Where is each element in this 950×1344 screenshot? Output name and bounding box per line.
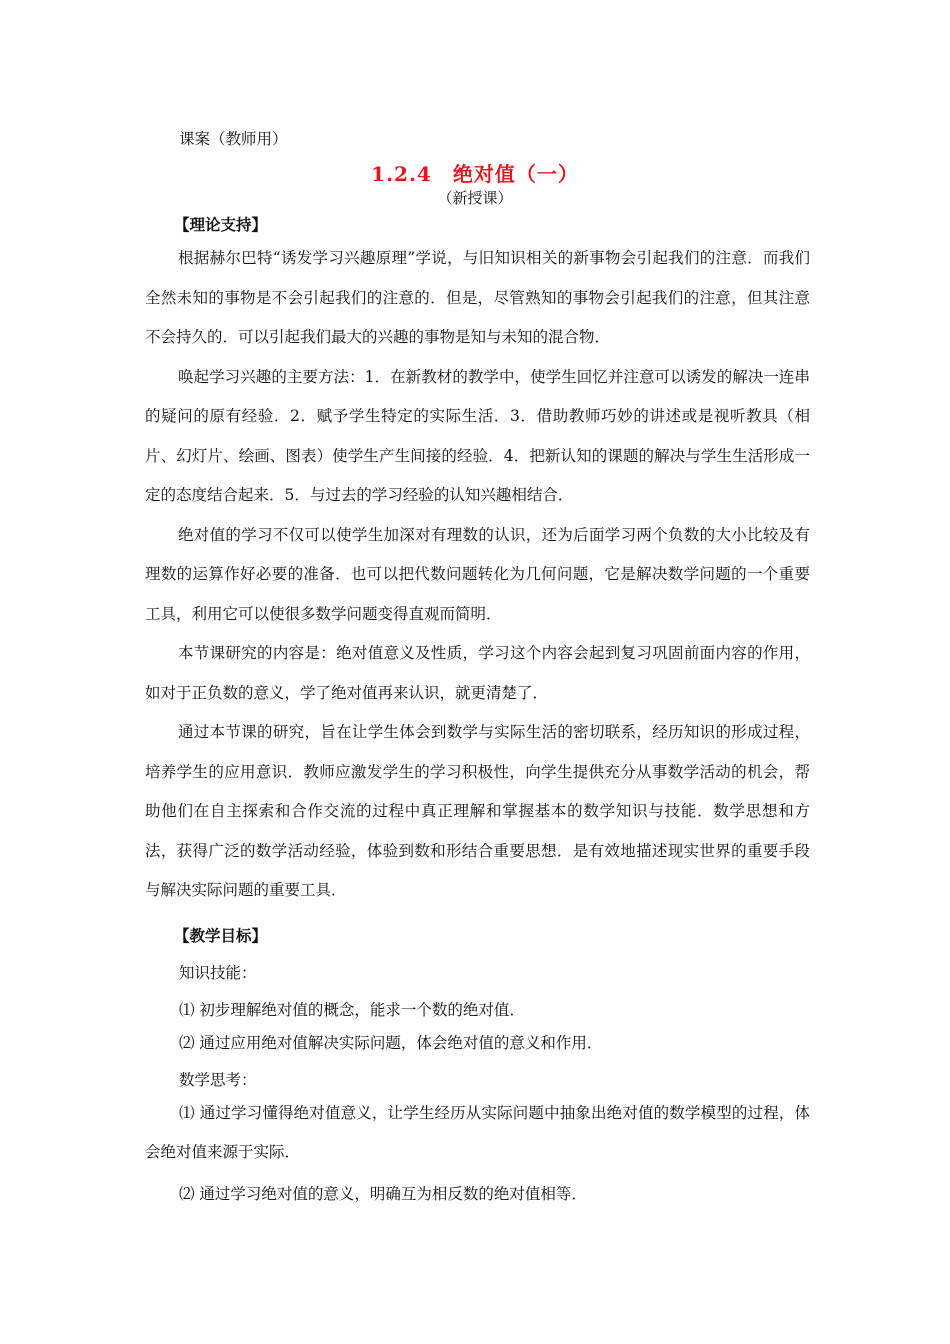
document-subtitle: （新授课）: [437, 189, 513, 207]
thinking-item-1-block: [145, 1094, 810, 1172]
knowledge-label: 知识技能：: [179, 964, 257, 982]
theory-heading: 【理论支持】: [174, 215, 268, 234]
thinking-item-1: ⑴ 通过学习懂得绝对值意义，让学生经历从实际问题中抽象出绝对值的数学模型的过程，体会绝对值来源于实际．: [145, 1104, 810, 1161]
theory-paragraph-1: 根据赫尔巴特“诱发学习兴趣原理”学说，与旧知识相关的新事物会引起我们的注意．而我们全然未知的事物是不会引起我们的注意的．但是，尽管熟知的事物会引起我们的注意，但其注意不会持久的．可以引起我们最大的兴趣的事物是知与未知的混合物．: [145, 249, 810, 346]
theory-body: [145, 239, 810, 911]
knowledge-item-1: ⑴ 初步理解绝对值的概念，能求一个数的绝对值．: [179, 1001, 525, 1019]
theory-paragraph-5: 通过本节课的研究，旨在让学生体会到数学与实际生活的密切联系，经历知识的形成过程，培养学生的应用意识．教师应激发学生的学习积极性，向学生提供充分从事数学活动的机会，帮助他们在自主探索和合作交流的过程中真正理解和掌握基本的数学知识与技能．数学思想和方法，获得广泛的数学活动经验，体验到数和形结合重要思想．是有效地描述现实世界的重要手段与解决实际问题的重要工具．: [145, 723, 810, 899]
thinking-label: 数学思考：: [179, 1071, 257, 1089]
goals-heading: 【教学目标】: [174, 926, 268, 945]
header-note: 课案（教师用）: [179, 130, 288, 148]
knowledge-item-2: ⑵ 通过应用绝对值解决实际问题，体会绝对值的意义和作用．: [179, 1034, 603, 1052]
document-title: 1.2.4 绝对值（一）: [371, 162, 579, 186]
theory-paragraph-2: 唤起学习兴趣的主要方法：1．在新教材的教学中，使学生回忆并注意可以诱发的解决一连串的疑问的原有经验．2．赋予学生特定的实际生活．3．借助教师巧妙的讲述或是视听教具（相片、幻灯片、绘画、图表）使学生产生间接的经验．4．把新认知的课题的解决与学生生活形成一定的态度结合起来．5．与过去的学习经验的认知兴趣相结合．: [145, 367, 810, 504]
theory-paragraph-4: 本节课研究的内容是：绝对值意义及性质，学习这个内容会起到复习巩固前面内容的作用，如对于正负数的意义，学了绝对值再来认识，就更清楚了．: [145, 644, 810, 702]
thinking-item-2: ⑵ 通过学习绝对值的意义，明确互为相反数的绝对值相等．: [179, 1185, 587, 1203]
theory-paragraph-3: 绝对值的学习不仅可以使学生加深对有理数的认识，还为后面学习两个负数的大小比较及有理数的运算作好必要的准备．也可以把代数问题转化为几何问题，它是解决数学问题的一个重要工具，利用它可以使很多数学问题变得直观而简明．: [145, 525, 810, 623]
